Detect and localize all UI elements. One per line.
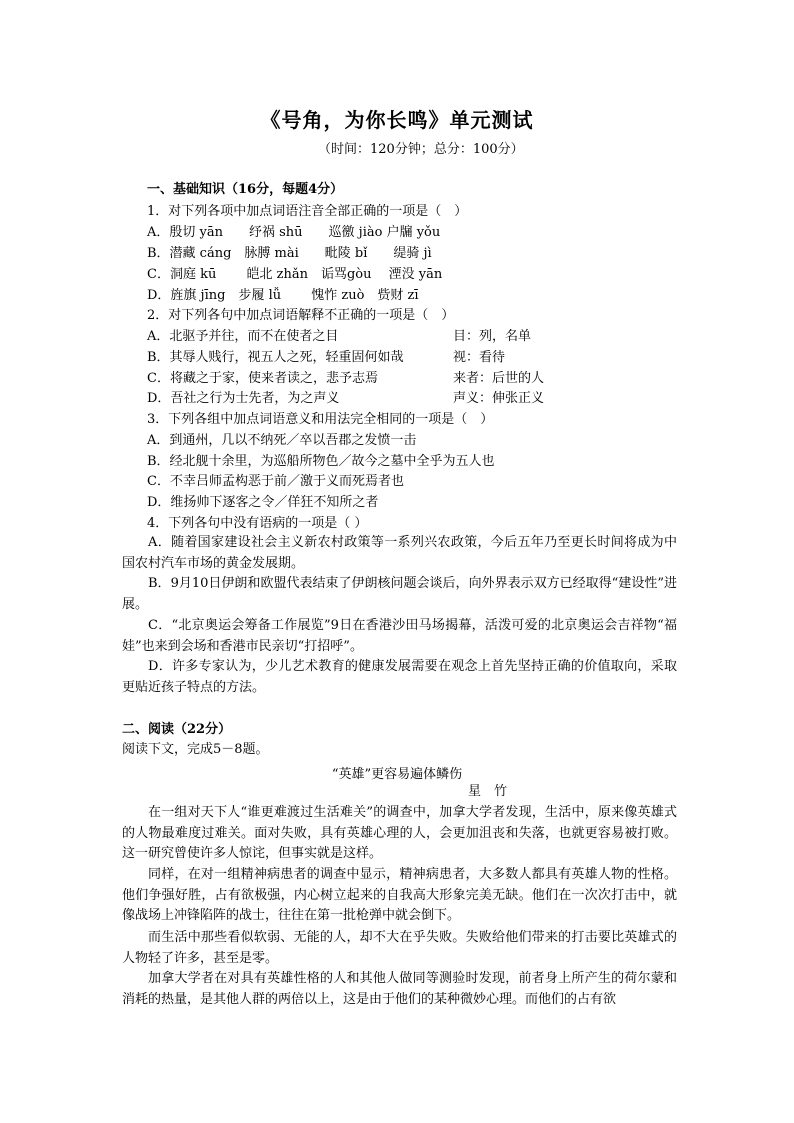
page-title: 《号角，为你长鸣》单元测试 — [260, 108, 534, 132]
question-3-stem: 3．下列各组中加点词语意义和用法完全相同的一项是（ ） — [147, 412, 494, 427]
question-4-option-d: D．许多专家认为，少儿艺术教育的健康发展需要在观念上首先坚持正确的价值取向，采取更贴近孩子特点的方法。 — [122, 659, 677, 695]
question-3-option-d: D．维扬帅下逐客之令／佯狂不知所之者 — [147, 495, 379, 510]
question-1-option-b: B．潜藏 cáng 脉膊 mài 毗陵 bǐ 缇骑 jì — [147, 246, 432, 261]
article-paragraph-4: 加拿大学者在对具有英雄性格的人和其他人做同等测验时发现，前者身上所产生的荷尔蒙和消耗的热量，是其他人群的两倍以上，这是由于他们的某种微妙心理。而他们的占有欲 — [122, 971, 677, 1007]
section-heading-basics: 一、基础知识（16分，每题4分） — [147, 182, 344, 197]
option-explanation: 来者：后世的人 — [453, 371, 545, 386]
article-paragraph-2: 同样，在对一组精神病患者的调查中显示，精神病患者，大多数人都具有英雄人物的性格。他们争强好胜，占有欲极强，内心树立起来的自我高大形象完美无缺。他们在一次次打击中，就像战场上冲锋陷阵的战士，往往在第一批枪弹中就会倒下。 — [122, 867, 677, 924]
article-paragraph-3: 而生活中那些看似软弱、无能的人，却不大在乎失败。失败给他们带来的打击要比英雄式的人物轻了许多，甚至是零。 — [122, 930, 677, 966]
question-1-option-d: D．旌旗 jīng 步履 lǚ 愧怍 zuò 赀财 zī — [147, 288, 419, 303]
question-4-option-b: B．9月10日伊朗和欧盟代表结束了伊朗核问题会谈后，向外界表示双方已经取得“建设性”进展。 — [122, 576, 677, 612]
question-2-option-a — [147, 329, 707, 345]
option-sentence: B．其辱人贱行，视五人之死，轻重固何如哉 — [147, 350, 404, 365]
question-3-option-b: B．经北舰十余里，为巡船所物色／故今之墓中全乎为五人也 — [147, 454, 495, 469]
question-1-option-a: A．殷切 yān 纾祸 shū 巡徼 jiào 户牖 yǒu — [147, 225, 441, 240]
question-4-stem: 4．下列各句中没有语病的一项是（ ） — [147, 516, 368, 531]
section-heading-reading: 二、阅读（22分） — [122, 722, 232, 737]
question-2-option-c — [147, 371, 707, 387]
option-explanation: 声义：伸张正义 — [453, 391, 545, 406]
question-4-option-a: A．随着国家建设社会主义新农村政策等一系列兴农政策，今后五年乃至更长时间将成为中国农村汽车市场的黄金发展期。 — [122, 535, 677, 571]
question-4-option-c: C．“北京奥运会筹备工作展览”9日在香港沙田马场揭幕，活泼可爱的北京奥运会吉祥物“福娃”也来到会场和香港市民亲切“打招呼”。 — [122, 618, 677, 654]
question-3-option-a: A．到通州，几以不纳死／卒以吾郡之发愤一击 — [147, 433, 417, 448]
question-2-stem: 2．对下列各句中加点词语解释不正确的一项是（ ） — [147, 308, 455, 323]
question-2-option-b — [147, 350, 707, 366]
question-3-option-c: C．不幸吕师孟构恶于前／激于义而死焉者也 — [147, 474, 404, 489]
article-author: 星 竹 — [468, 784, 508, 799]
option-explanation: 目：列，名单 — [453, 329, 532, 344]
option-sentence: C．将藏之于家，使来者读之，悲予志焉 — [147, 371, 378, 386]
question-1-stem: 1．对下列各项中加点词语注音全部正确的一项是（ ） — [147, 204, 468, 219]
question-2-option-d — [147, 391, 707, 407]
article-title: “英雄”更容易遍体鳞伤 — [331, 767, 463, 782]
question-1-option-c: C．洞庭 kū 皑北 zhǎn 诟骂gòu 湮没 yān — [147, 267, 443, 282]
exam-info: （时间：120分钟；总分：100分） — [318, 142, 524, 157]
option-explanation: 视：看待 — [453, 350, 506, 365]
article-paragraph-1: 在一组对天下人“谁更难渡过生活难关”的调查中，加拿大学者发现，生活中，原来像英雄式的人物最难度过难关。面对失败，具有英雄心理的人，会更加沮丧和失落，也就更容易被打败。这一研究曾使许多人惊诧，但事实就是这样。 — [122, 805, 677, 862]
reading-instruction: 阅读下文，完成5－8题。 — [122, 742, 269, 757]
option-sentence: A．北驱予并往，而不在使者之目 — [147, 329, 339, 344]
option-sentence: D．吾社之行为士先者，为之声义 — [147, 391, 340, 406]
